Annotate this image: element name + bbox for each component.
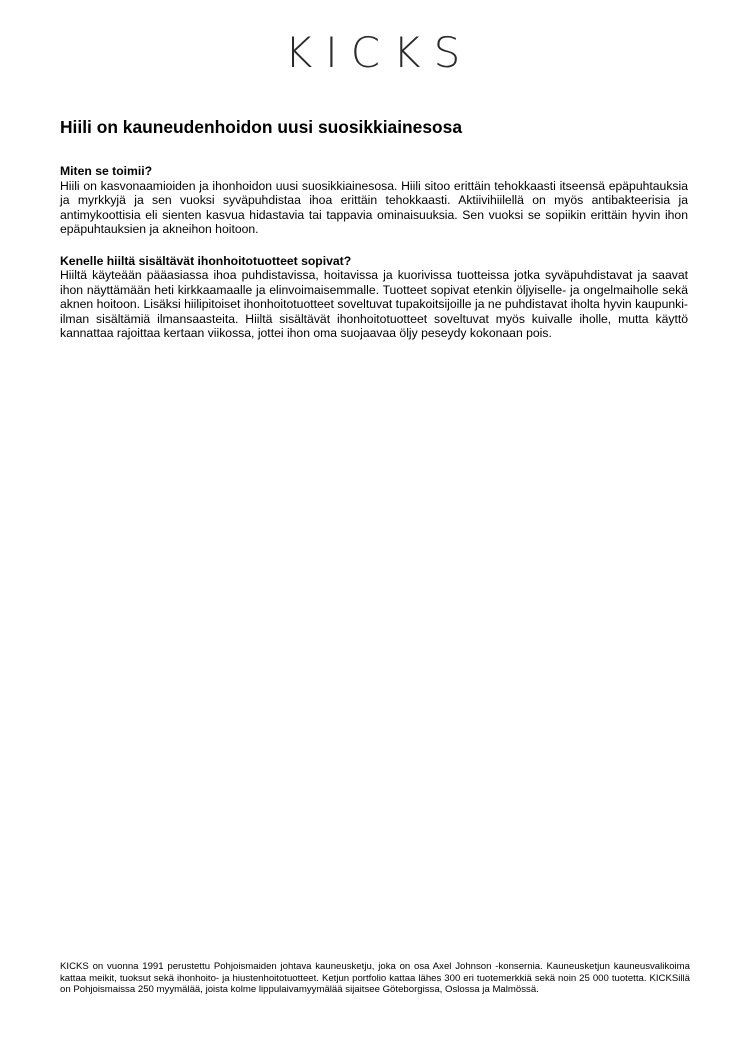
section-who-suits <box>60 254 688 341</box>
section-body: Hiiltä käyteään pääasiassa ihoa puhdistavissa, hoitavissa ja kuorivissa tuotteissa jotka syväpuhdistavat ja saavat ihon näyttämään heti kirkkaamaalle ja elinvoimaisemmalle. Tuotteet sopivat etenkin öljyiselle- ja ongelmaiholle sekä aknen hoitoon. Lisäksi hiilipitoiset ihonhoitotuotteet soveltuvat tupakoitsijoille ja ne puhdistavat iholta hyvin kaupunki-ilman sisältämiä ilmansaasteita. Hiiltä sisältävät ihonhoitotuotteet soveltuvat myös kuivalle iholle, mutta käyttö kannattaa rajoittaa kertaan viikossa, jottei ihon oma suojaavaa öljy peseydy kokonaan pois. <box>60 268 688 340</box>
section-heading: Kenelle hiiltä sisältävät ihonhoitotuotteet sopivat? <box>60 253 352 268</box>
brand-logo: KICKS <box>284 28 474 77</box>
page-title: Hiili on kauneudenhoidon uusi suosikkiainesosa <box>60 117 462 137</box>
section-heading: Miten se toimii? <box>60 164 153 178</box>
article <box>60 117 688 358</box>
section-body: Hiili on kasvonaamioiden ja ihonhoidon uusi suosikkiainesosa. Hiili sitoo erittäin tehokkaasti itseensä epäpuhtauksia ja myrkkyjä ja sen vuoksi syväpuhdistaa ihoa erittäin tehokkaasti. Aktiivihiilellä on myös antibakteerisia ja antimykoottisia eli sienten kasvua hidastavia tai tappavia ominaisuuksia. Sen vuoksi se sopiikin erittäin hyvin ihon epäpuhtauksien ja akneihon hoitoon. <box>60 178 688 236</box>
section-how-it-works <box>60 164 688 237</box>
footer-company-info: KICKS on vuonna 1991 perustettu Pohjoismaiden johtava kauneusketju, joka on osa Axel Johnson -konsernia. Kauneusketjun kauneusvalikoima kattaa meikit, tuoksut sekä ihonhoito- ja hiustenhoitotuotteet. Ketjun portfolio kattaa lähes 300 eri tuotemerkkiä sekä noin 25 000 tuotetta. KICKSillä on Pohjoismaissa 250 myymälää, joista kolme lippulaivamyymälää sijaitsee Göteborgissa, Oslossa ja Malmössä. <box>60 961 690 996</box>
